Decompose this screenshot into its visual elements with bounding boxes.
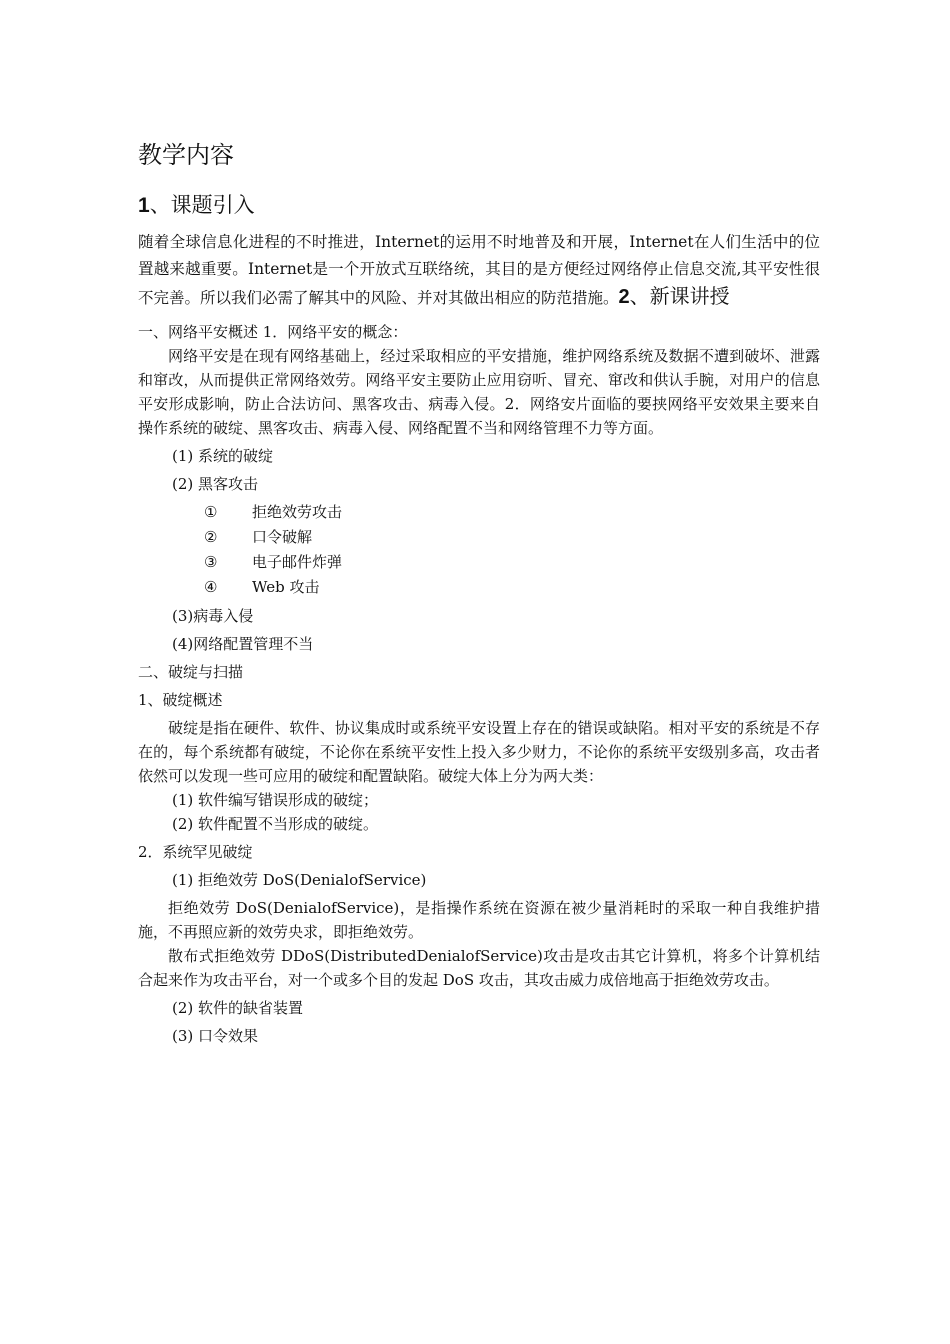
page-title: 教学内容 [138, 141, 234, 169]
document-page [138, 138, 820, 1048]
list-marker: ③ [204, 553, 218, 571]
attack-item [138, 500, 820, 525]
attack-item [138, 525, 820, 550]
attack-item [138, 550, 820, 575]
intro-paragraph [138, 229, 820, 312]
section-number: 1 [138, 194, 150, 217]
attack-label: 电子邮件炸弹 [252, 553, 343, 571]
vulnerability-paragraph: 破绽是指在硬件、软件、协议集成时或系统平安设置上存在的错误或缺陷。相对平安的系统是不存在的，每个系统都有破绽，不论你在系统平安性上投入多少财力，不论你的系统平安级别多高，攻击者依然可以发现一些可应用的破绽和配置缺陷。破绽大体上分为两大类： [138, 719, 820, 785]
attack-label: 口令破解 [252, 528, 313, 546]
common-vulnerability-item: (3) 口令效果 [172, 1027, 259, 1045]
vulnerability-type-item: (1) 软件编写错误形成的破绽； [172, 791, 379, 809]
vulnerability-type-item: (2) 软件配置不当形成的破绽。 [172, 815, 379, 833]
threat-item: (2) 黑客攻击 [172, 475, 259, 493]
section-title: 、课题引入 [149, 193, 255, 217]
section-title: 、新课讲授 [629, 284, 730, 308]
threat-item: (3)病毒入侵 [172, 607, 254, 625]
ddos-paragraph: 散布式拒绝效劳 DDoS(DistributedDenialofService)攻击是攻击其它计算机，将多个计算机结合起来作为攻击平台，对一个或多个目的发起 DoS 攻击，其攻击威力成倍地高于拒绝效劳攻击。 [138, 947, 820, 989]
common-vulnerability-item: (1) 拒绝效劳 DoS(DenialofService) [172, 871, 427, 889]
section-number: 2 [618, 286, 630, 308]
list-marker: ② [204, 528, 218, 546]
intro-text: 随着全球信息化进程的不时推进，Internet的运用不时地普及和开展，Internet在人们生活中的位置越来越重要。Internet是一个开放式互联络统，其目的是方便经过网络停止信息交流,其平安性很不完善。所以我们必需了解其中的风险、并对其做出相应的防范措施。 [138, 233, 820, 307]
attack-label: 拒绝效劳攻击 [252, 503, 343, 521]
common-vulnerability-item: (2) 软件的缺省装置 [172, 999, 304, 1017]
overview-paragraph: 网络平安是在现有网络基础上，经过采取相应的平安措施，维护网络系统及数据不遭到破坏、泄露和窜改，从而提供正常网络效劳。网络平安主要防止应用窃听、冒充、窜改和供认手腕，对用户的信息平安形成影响，防止合法访问、黑客攻击、病毒入侵。2．网络安片面临的要挟网络平安效果主要来自操作系统的破绽、黑客攻击、病毒入侵、网络配置不当和网络管理不力等方面。 [138, 347, 820, 437]
dos-paragraph: 拒绝效劳 DoS(DenialofService)，是指操作系统在资源在被少量消耗时的采取一种自我维护措施，不再照应新的效劳央求，即拒绝效劳。 [138, 899, 820, 941]
list-marker: ④ [204, 578, 218, 596]
threat-item: (4)网络配置管理不当 [172, 635, 314, 653]
overview-heading: 一、网络平安概述 1．网络平安的概念： [138, 323, 408, 341]
subsection-heading: 2．系统罕见破绽 [138, 843, 253, 861]
section-heading-vulnerability: 二、破绽与扫描 [138, 663, 244, 681]
section-heading-lecture [619, 284, 730, 308]
threat-item: (1) 系统的破绽 [172, 447, 274, 465]
attack-item [138, 575, 820, 600]
list-marker: ① [204, 503, 218, 521]
section-heading-intro [138, 190, 820, 221]
attack-label: Web 攻击 [252, 578, 320, 596]
subsection-heading: 1、破绽概述 [138, 691, 223, 709]
